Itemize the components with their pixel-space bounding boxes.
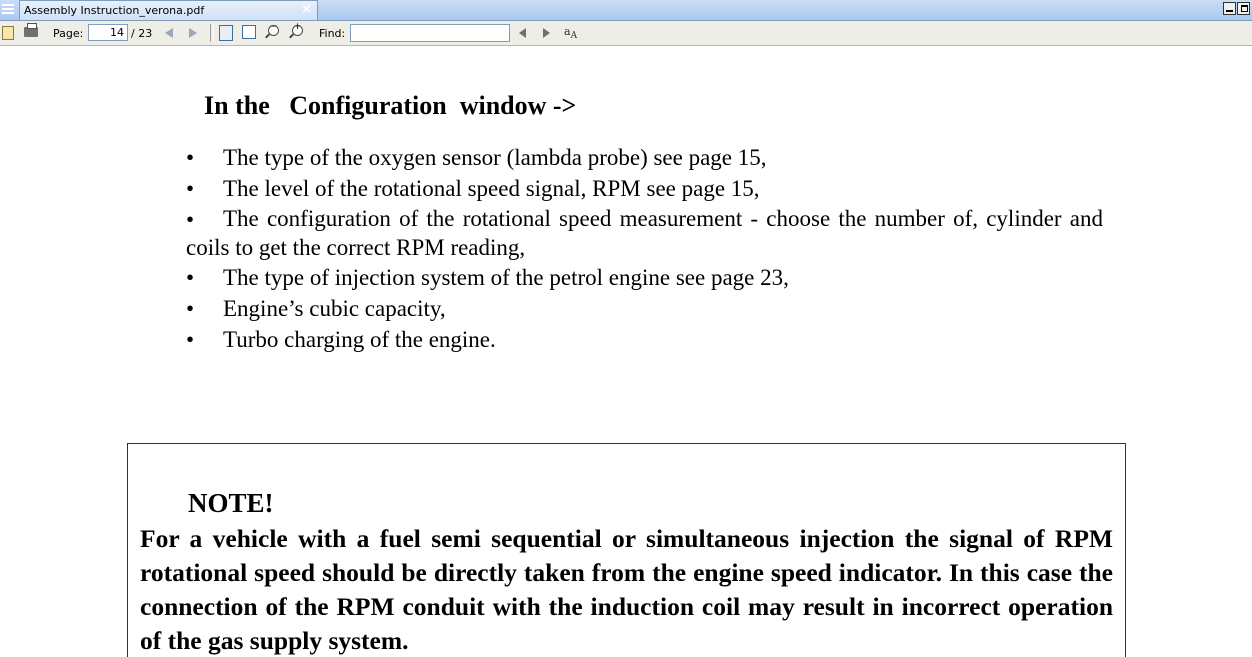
document-icon[interactable] xyxy=(2,26,14,40)
fit-width-icon[interactable] xyxy=(242,25,256,39)
list-item: • Turbo charging of the engine. xyxy=(186,324,1103,355)
next-page-icon[interactable] xyxy=(189,28,197,38)
find-input[interactable] xyxy=(350,24,510,42)
tab-title: Assembly Instruction_verona.pdf xyxy=(24,4,205,17)
list-item: • Engine’s cubic capacity, xyxy=(186,293,1103,324)
bullet-glyph: • xyxy=(186,296,195,321)
bullet-glyph: • xyxy=(186,176,195,201)
page-label: Page: xyxy=(53,27,84,40)
bullet-glyph: • xyxy=(186,265,195,290)
close-icon[interactable]: × xyxy=(301,2,312,17)
fit-page-icon[interactable] xyxy=(219,25,233,41)
match-case-icon[interactable]: $a_A$ xyxy=(564,25,578,42)
list-item: • The level of the rotational speed signal, RPM see page 15, xyxy=(186,173,1103,204)
previous-page-icon[interactable] xyxy=(165,28,173,38)
note-body: For a vehicle with a fuel semi sequential or simultaneous injection the signal of RPM rotational speed should be directly taken from the engine speed indicator. In this case the connection of the RPM conduit with the induction coil may result in incorrect operation of the gas supply system. xyxy=(140,524,1113,655)
document-tab[interactable] xyxy=(19,0,318,20)
toolbar xyxy=(0,21,1252,46)
bullet-glyph: • xyxy=(186,145,195,170)
list-item: • The type of the oxygen sensor (lambda probe) see page 15, xyxy=(186,142,1103,173)
find-label: Find: xyxy=(319,27,346,40)
menu-icon[interactable] xyxy=(1,2,15,18)
restore-icon[interactable] xyxy=(1237,2,1250,15)
page-total: / 23 xyxy=(131,27,153,40)
zoom-in-icon[interactable]: + xyxy=(292,25,303,36)
toolbar-separator xyxy=(210,24,214,42)
note-box xyxy=(127,443,1126,657)
zoom-out-icon[interactable]: − xyxy=(268,25,279,36)
document-page[interactable] xyxy=(0,46,1252,657)
page-number-input[interactable] xyxy=(88,24,128,41)
note-title: NOTE! xyxy=(188,488,274,518)
find-previous-icon[interactable] xyxy=(519,28,526,38)
print-icon[interactable] xyxy=(24,27,38,37)
window-controls xyxy=(1222,0,1250,14)
section-heading: In the Configuration window -> xyxy=(204,91,577,120)
list-item: • The configuration of the rotational speed measurement - choose the number of, cylinder and coils to get the correct RPM reading, xyxy=(186,206,1103,260)
bullet-glyph: • xyxy=(186,327,195,352)
find-next-icon[interactable] xyxy=(543,28,550,38)
bullet-glyph: • xyxy=(186,207,195,232)
bullet-list xyxy=(186,142,1103,355)
tab-bar xyxy=(0,0,1252,21)
list-item: • The type of injection system of the petrol engine see page 23, xyxy=(186,262,1103,293)
minimize-icon[interactable] xyxy=(1223,2,1236,15)
